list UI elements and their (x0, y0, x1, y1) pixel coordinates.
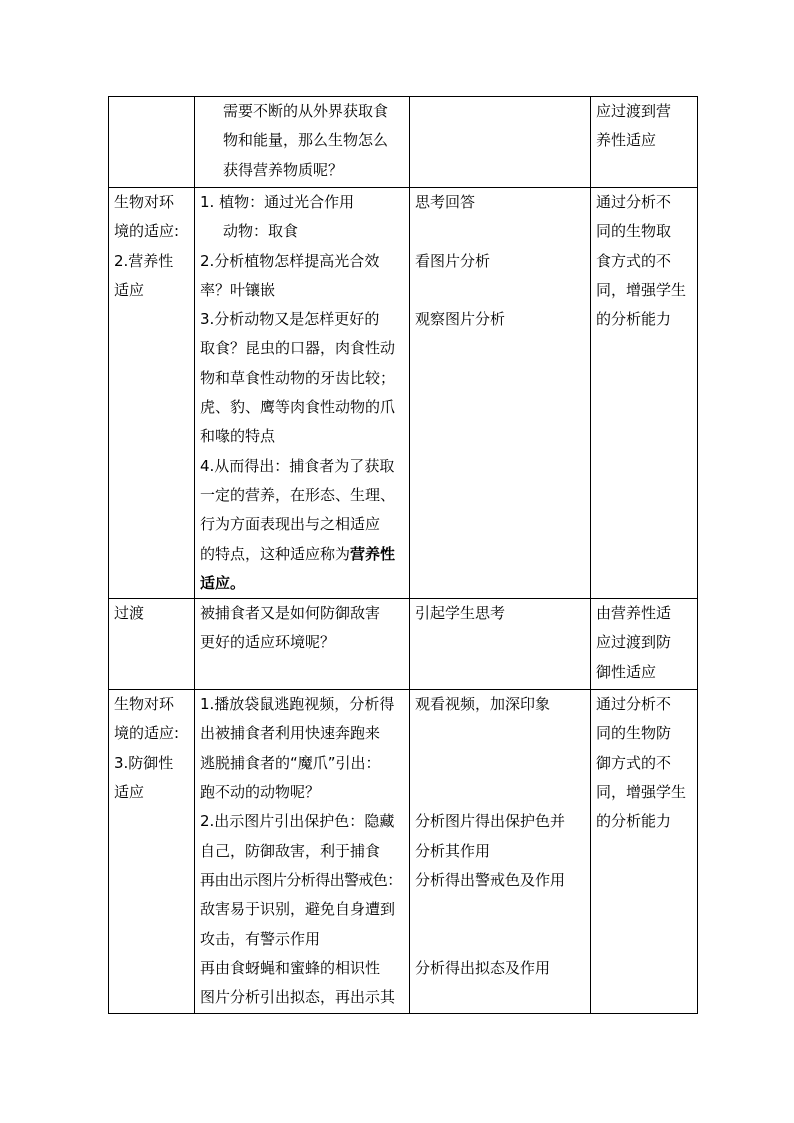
cell-line: 3.防御性 (114, 753, 174, 772)
design-intent-cell (591, 690, 698, 1014)
cell-line: 引起学生思考 (415, 604, 506, 623)
cell-line: 同，增强学生 (596, 783, 687, 802)
cell-line: 逃脱捕食者的“魔爪”引出： (200, 753, 381, 772)
table-row (109, 188, 698, 599)
cell-line: 同，增强学生 (596, 280, 687, 299)
cell-line: 由营养性适 (596, 604, 672, 623)
cell-line: 攻击，有警示作用 (200, 929, 321, 948)
cell-line: 一定的营养，在形态、生理、 (200, 485, 396, 504)
cell-line: 境的适应: (114, 222, 180, 241)
cell-line: 应过渡到营 (596, 102, 672, 120)
cell-line: 食方式的不 (596, 251, 672, 270)
cell-line: 出被捕食者利用快速奔跑来 (200, 724, 381, 743)
cell-line: 分析得出警戒色及作用 (415, 870, 566, 889)
cell-line: 的分析能力 (596, 812, 672, 831)
student-activity-cell (410, 599, 591, 690)
stage-cell (109, 599, 195, 690)
cell-text: 的特点，这种适应称为 (200, 544, 351, 563)
spacer (415, 276, 585, 305)
cell-line (200, 540, 404, 569)
student-activity-cell (410, 188, 591, 599)
stage-cell (109, 188, 195, 599)
cell-line: 和喙的特点 (200, 427, 276, 446)
cell-line: 通过分析不 (596, 695, 672, 714)
teacher-activity-cell (195, 690, 410, 1014)
cell-line: 物和能量，那么生物怎么 (223, 131, 389, 150)
lesson-plan-table (108, 96, 698, 1014)
cell-line: 过渡 (114, 604, 145, 623)
cell-line: 同的生物取 (596, 222, 672, 241)
cell-line: 分析得出拟态及作用 (415, 958, 551, 977)
cell-line: 图片分析引出拟态，再出示其 (200, 988, 396, 1007)
cell-line: 3.分析动物又是怎样更好的 (200, 310, 380, 329)
spacer (415, 217, 585, 246)
cell-line: 应过渡到防 (596, 633, 672, 652)
cell-line: 物和草食性动物的牙齿比较； (200, 368, 396, 387)
teacher-activity-cell (195, 599, 410, 690)
cell-line: 观察图片分析 (415, 310, 506, 329)
cell-line: 跑不动的动物呢？ (200, 783, 321, 802)
cell-line: 境的适应: (114, 724, 180, 743)
cell-line: 适应 (114, 783, 145, 802)
cell-line: 通过分析不 (596, 193, 672, 211)
cell-line: 4.从而得出：捕食者为了获取 (200, 456, 395, 475)
cell-line: 看图片分析 (415, 251, 491, 270)
cell-line: 观看视频，加深印象 (415, 695, 551, 714)
cell-line: 2.分析植物怎样提高光合效 (200, 251, 380, 270)
stage-cell (109, 97, 195, 188)
spacer (415, 778, 585, 807)
cell-line: 行为方面表现出与之相适应 (200, 515, 381, 534)
cell-line: 敌害易于识别，避免自身遭到 (200, 900, 396, 919)
cell-line: 取食？昆虫的口器，肉食性动 (200, 339, 396, 358)
stage-cell (109, 690, 195, 1014)
cell-line: 1. 植物：通过光合作用 (200, 193, 355, 211)
cell-line: 生物对环 (114, 695, 175, 714)
cell-line: 适应 (114, 280, 145, 299)
cell-line: 御方式的不 (596, 753, 672, 772)
cell-line: 再由食蚜蝇和蜜蜂的相识性 (200, 958, 381, 977)
cell-line: 自己，防御敌害，利于捕食 (200, 841, 381, 860)
teacher-activity-cell (195, 188, 410, 599)
cell-line: 2.营养性 (114, 251, 174, 270)
design-intent-cell (591, 599, 698, 690)
cell-line: 生物对环 (114, 193, 175, 211)
key-term: 适应。 (200, 573, 246, 592)
design-intent-cell (591, 188, 698, 599)
cell-line (200, 569, 404, 598)
cell-line: 思考回答 (415, 193, 476, 211)
table-row (109, 97, 698, 188)
cell-line: 更好的适应环境呢？ (200, 633, 336, 652)
cell-line: 御性适应 (596, 662, 657, 681)
key-term: 营养性 (350, 544, 396, 563)
spacer (415, 895, 585, 954)
cell-line: 的分析能力 (596, 310, 672, 329)
student-activity-cell (410, 97, 591, 188)
cell-line: 动物：取食 (223, 222, 299, 241)
table-row (109, 599, 698, 690)
cell-line: 再由出示图片分析得出警戒色： (200, 870, 402, 889)
design-intent-cell (591, 97, 698, 188)
cell-line: 获得营养物质呢？ (223, 160, 344, 179)
student-activity-cell (410, 690, 591, 1014)
cell-line: 同的生物防 (596, 724, 672, 743)
cell-line: 分析图片得出保护色并 (415, 812, 566, 831)
teacher-activity-cell (195, 97, 410, 188)
cell-line: 需要不断的从外界获取食 (223, 102, 389, 120)
cell-line: 虎、豹、鹰等肉食性动物的爪 (200, 398, 396, 417)
cell-line: 被捕食者又是如何防御敌害 (200, 604, 381, 623)
table-row (109, 690, 698, 1014)
cell-line: 率？叶镶嵌 (200, 280, 276, 299)
cell-line: 分析其作用 (415, 841, 491, 860)
cell-line: 养性适应 (596, 131, 657, 150)
cell-line: 1.播放袋鼠逃跑视频，分析得 (200, 695, 395, 714)
spacer (415, 719, 585, 778)
cell-line: 2.出示图片引出保护色：隐藏 (200, 812, 395, 831)
